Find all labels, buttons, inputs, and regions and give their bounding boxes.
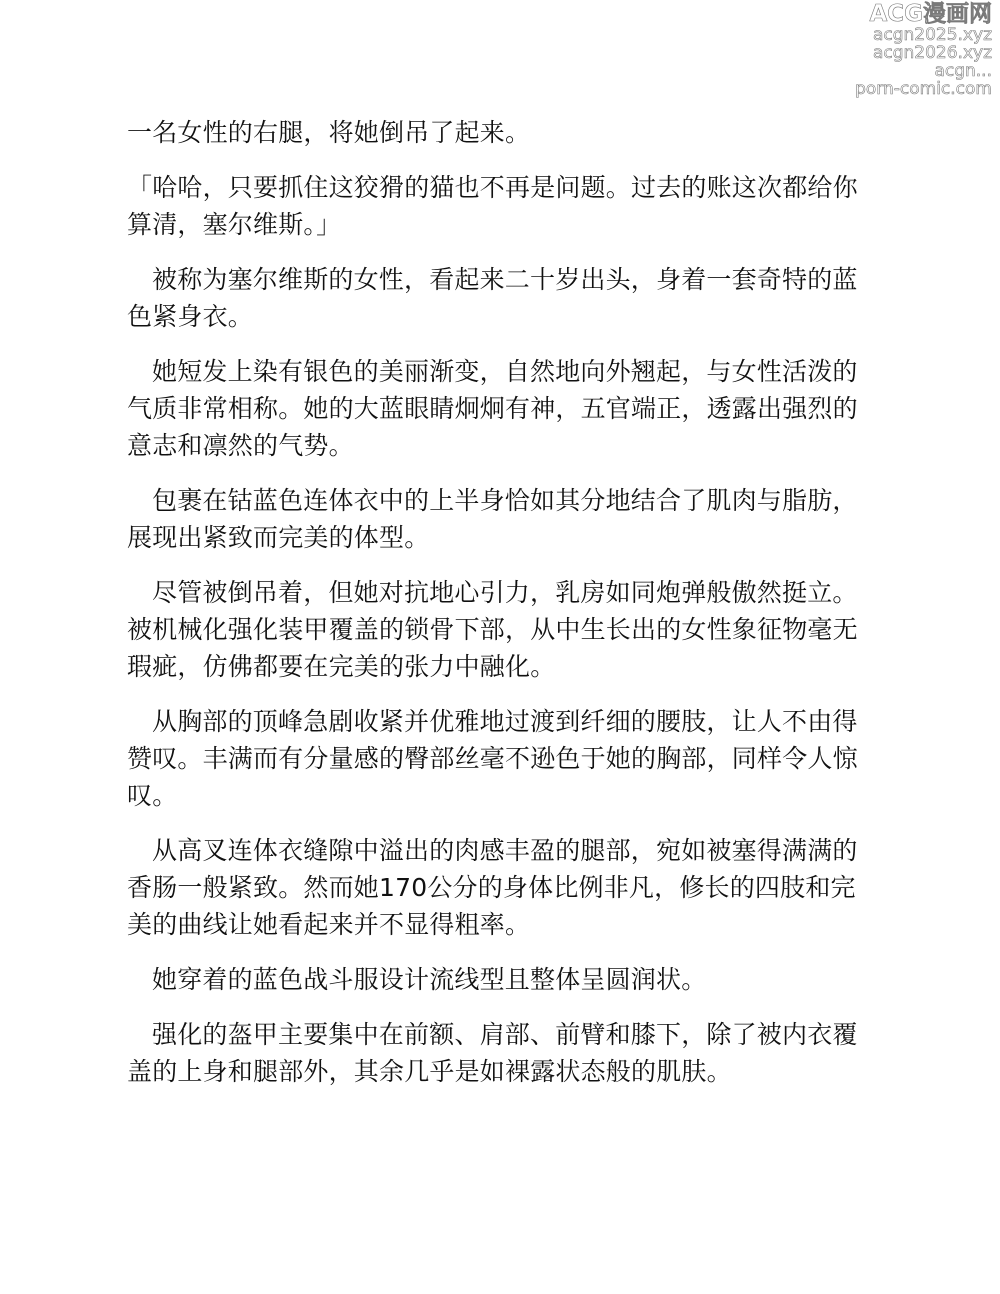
watermark-url-4: porn-comic.com (855, 79, 992, 99)
paragraph-1: 一名女性的右腿，将她倒吊了起来。 (127, 118, 531, 147)
watermark-url-3: acgn... (934, 61, 992, 81)
paragraph-3: 被称为塞尔维斯的女性，看起来二十岁出头，身着一套奇特的蓝色紧身衣。 (127, 265, 858, 331)
site-watermark (855, 2, 992, 98)
paragraph-6: 尽管被倒吊着，但她对抗地心引力，乳房如同炮弹般傲然挺立。被机械化强化装甲覆盖的锁骨下部，从中生长出的女性象征物毫无瑕疵，仿佛都要在完美的张力中融化。 (127, 578, 858, 681)
paragraph-5: 包裹在钴蓝色连体衣中的上半身恰如其分地结合了肌肉与脂肪，展现出紧致而完美的体型。 (127, 486, 858, 552)
watermark-url-1: acgn2025.xyz (872, 25, 992, 45)
paragraph-2: 「哈哈，只要抓住这狡猾的猫也不再是问题。过去的账这次都给你算清，塞尔维斯。」 (127, 173, 858, 239)
watermark-url-2: acgn2026.xyz (872, 43, 992, 63)
paragraph-4: 她短发上染有银色的美丽渐变，自然地向外翘起，与女性活泼的气质非常相称。她的大蓝眼睛炯炯有神，五官端正，透露出强烈的意志和凛然的气势。 (127, 357, 858, 460)
paragraph-9: 她穿着的蓝色战斗服设计流线型且整体呈圆润状。 (152, 965, 707, 994)
paragraph-10: 强化的盔甲主要集中在前额、肩部、前臂和膝下，除了被内衣覆盖的上身和腿部外，其余几乎是如裸露状态般的肌肤。 (127, 1020, 858, 1086)
paragraph-7: 从胸部的顶峰急剧收紧并优雅地过渡到纤细的腰肢，让人不由得赞叹。丰满而有分量感的臀部丝毫不逊色于她的胸部，同样令人惊叹。 (127, 707, 858, 810)
novel-text-body (127, 114, 872, 1108)
watermark-title: ACG漫画网 (869, 1, 992, 27)
paragraph-8: 从高叉连体衣缝隙中溢出的肉感丰盈的腿部，宛如被塞得满满的香肠一般紧致。然而她170公分的身体比例非凡，修长的四肢和完美的曲线让她看起来并不显得粗率。 (127, 836, 858, 939)
